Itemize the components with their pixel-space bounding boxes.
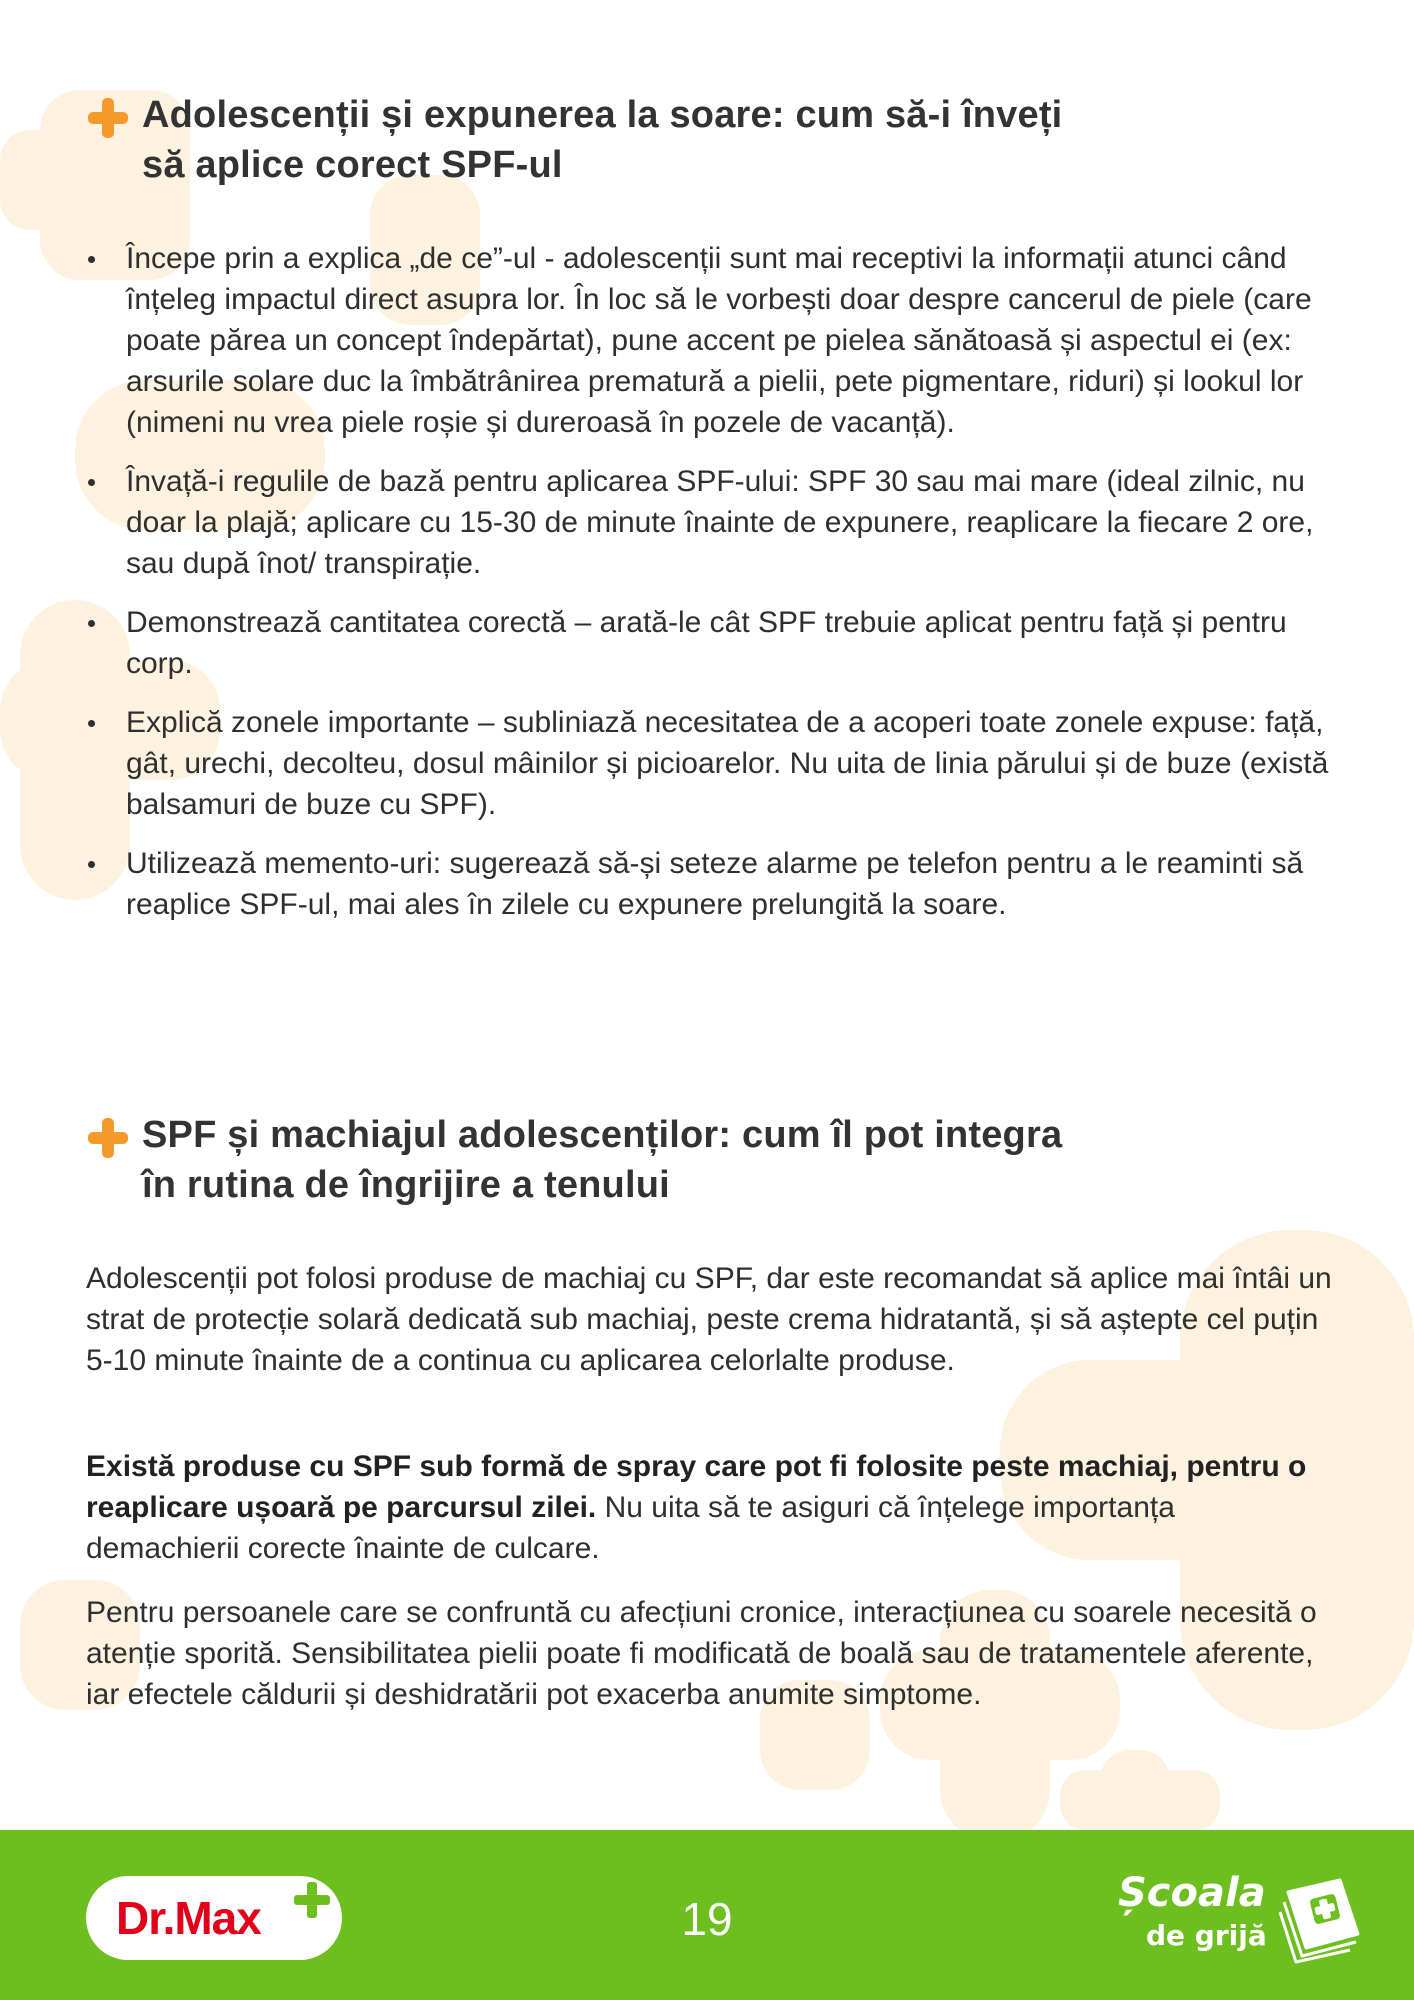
section1-title-line1: Adolescenții și expunerea la soare: cum să-i înveți bbox=[142, 94, 1063, 136]
bullet-text: Utilizează memento-uri: sugerează să-și seteze alarme pe telefon pentru a le reaminti să reaplice SPF-ul, mai ales în zilele cu expunere prelungită la soare. bbox=[126, 847, 1304, 921]
page-number: 19 bbox=[681, 1893, 733, 1945]
plus-icon bbox=[86, 96, 130, 140]
bullet-dot bbox=[88, 720, 95, 727]
list-item bbox=[86, 702, 1336, 825]
section2-paragraph-2 bbox=[86, 1446, 1336, 1569]
plus-icon bbox=[292, 1880, 332, 1920]
section1-bullet-list bbox=[86, 238, 1336, 943]
bullet-dot bbox=[88, 256, 95, 263]
bullet-text: Explică zonele importante – subliniază necesitatea de a acoperi toate zonele expuse: față, gât, urechi, decolteu, dosul mâinilor și picioarelor. Nu uita de linia părului și de buze (există balsamuri de buze cu SPF). bbox=[126, 706, 1329, 821]
school-logo-line1: Școala bbox=[1118, 1870, 1266, 1916]
bullet-text: Începe prin a explica „de ce”-ul - adolescenții sunt mai receptivi la informații atunci când înțeleg impactul direct asupra lor. În loc să le vorbești doar despre cancerul de piele (care poate părea un concept îndepărtat), pune accent pe pielea sănătoasă și aspectul ei (ex: arsurile solare duc la îmbătrânirea prematură a pielii, pete pigmentare, riduri) și lookul lor (nimeni nu vrea piele roșie și dureroasă în pozele de vacanță). bbox=[126, 242, 1312, 439]
list-item bbox=[86, 843, 1336, 925]
plus-icon bbox=[86, 1116, 130, 1160]
section2-title-line1: SPF și machiajul adolescenților: cum îl pot integra bbox=[142, 1114, 1063, 1156]
scoala-de-grija-logo[interactable] bbox=[1118, 1870, 1378, 1980]
list-item bbox=[86, 238, 1336, 443]
bullet-text: Învață-i regulile de bază pentru aplicarea SPF-ului: SPF 30 sau mai mare (ideal zilnic, nu doar la plajă; aplicare cu 15-30 de minute înainte de expunere, reaplicare la fiecare 2 ore, sau după înot/ transpirație. bbox=[126, 465, 1314, 580]
section2-paragraph-3: Pentru persoanele care se confruntă cu afecțiuni cronice, interacțiunea cu soarele necesită o atenție sporită. Sensibilitatea pielii poate fi modificată de boală sau de tratamentele aferente, iar efectele căldurii și deshidratării pot exacerba anumite simptome. bbox=[86, 1596, 1317, 1711]
bullet-dot bbox=[88, 861, 95, 868]
bullet-text: Demonstrează cantitatea corectă – arată-le cât SPF trebuie aplicat pentru față și pentru corp. bbox=[126, 606, 1287, 680]
section1-title bbox=[142, 90, 1062, 190]
bullet-dot bbox=[88, 479, 95, 486]
bullet-dot bbox=[88, 620, 95, 627]
notebook-plus-icon bbox=[1270, 1872, 1370, 1964]
drmax-logo[interactable] bbox=[86, 1876, 342, 1960]
section2-heading bbox=[86, 1110, 1326, 1210]
section2-title bbox=[142, 1110, 1062, 1210]
section1-heading bbox=[86, 90, 1326, 190]
list-item bbox=[86, 602, 1336, 684]
section2-paragraph-2-bold: Există produse cu SPF sub formă de spray care pot fi folosite peste machiaj, pentru o reaplicare ușoară pe parcursul zilei. bbox=[86, 1450, 1307, 1524]
footer-bar bbox=[0, 1830, 1414, 2000]
section2-title-line2: în rutina de îngrijire a tenului bbox=[142, 1164, 670, 1206]
drmax-logo-text: Dr.Max bbox=[116, 1892, 261, 1944]
section2-paragraph-2-rest: Nu uita să te asiguri că înțelege importanța demachierii corecte înainte de culcare. bbox=[86, 1491, 1175, 1565]
section1-title-line2: să aplice corect SPF-ul bbox=[142, 144, 563, 186]
list-item bbox=[86, 461, 1336, 584]
section2-paragraph-1: Adolescenții pot folosi produse de machiaj cu SPF, dar este recomandat să aplice mai întâi un strat de protecție solară dedicată sub machiaj, peste crema hidratantă, și să aștepte cel puțin 5-10 minute înainte de a continua cu aplicarea celorlalte produse. bbox=[86, 1262, 1332, 1377]
school-logo-line2: de grijă bbox=[1146, 1919, 1267, 1952]
